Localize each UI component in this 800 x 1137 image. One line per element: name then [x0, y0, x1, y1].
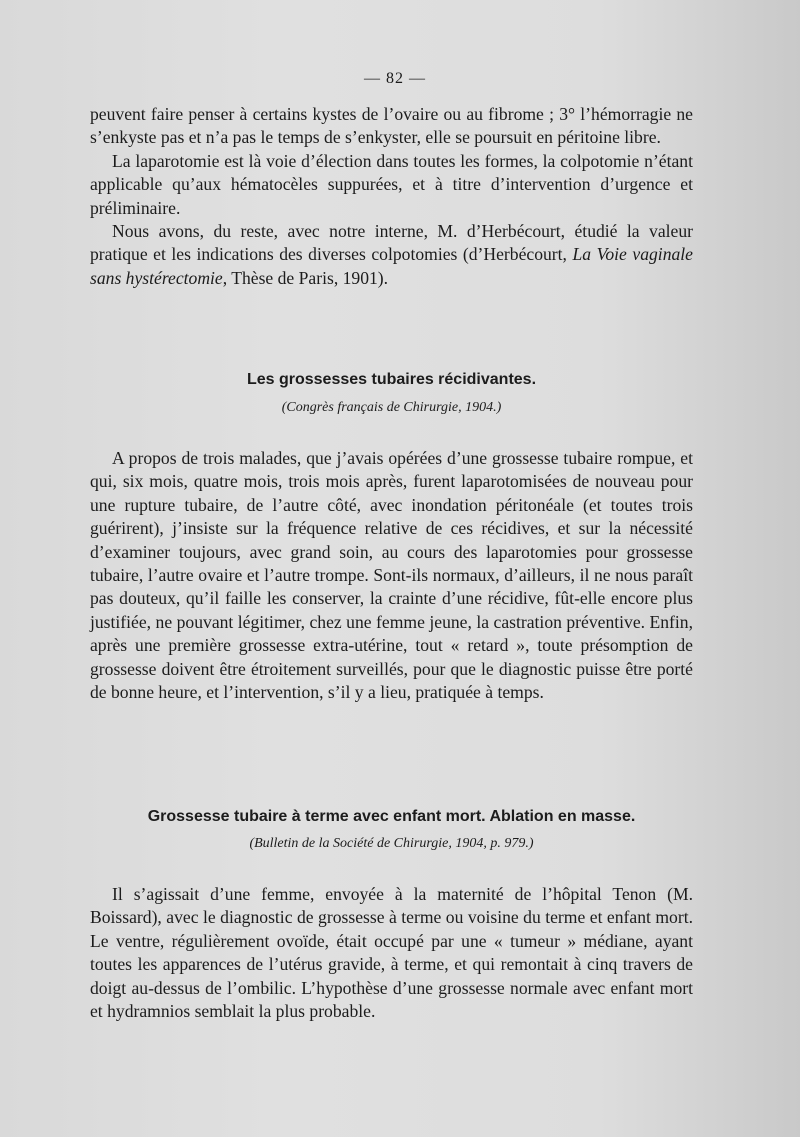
thesis-title: La Voie vaginale sans hystérectomie	[90, 244, 693, 288]
intro-paragraph-3	[90, 220, 693, 290]
section-1-body	[90, 447, 693, 704]
intro-paragraph-3-text: Nous avons, du reste, avec notre interne, M. d’Herbécourt, étudié la valeur pratique et les indications des diverses colpotomies (d’Herbécourt,	[90, 221, 693, 265]
intro-paragraph-3-end: , Thèse de Paris, 1901).	[222, 267, 389, 288]
section-1-paragraph: A propos de trois malades, que j’avais opérées d’une grossesse tubaire rompue, et qui, six mois, quatre mois, trois mois après, furent laparotomisées de nouveau pour une rupture tubaire, de l’autre côté, avec inondation péritonéale (et toutes trois guérirent), j’insiste sur la fréquence relative de ces récidives, et sur la nécessité d’examiner toujours, avec grand soin, au cours des laparotomies pour grossesse tubaire, l’autre ovaire et l’autre trompe. Sont-ils normaux, d’ailleurs, il ne nous paraît pas douteux, qu’il faille les conserver, la crainte d’une récidive, fût-elle encore plus justifiée, ne pouvant légitimer, chez une femme jeune, la castration préventive. Enfin, après une première grossesse extra-utérine, tout « retard », toute présomption de grossesse doivent être étroitement surveillés, pour que le diagnostic puisse être porté de bonne heure, et l’intervention, s’il y a lieu, pratiquée à temps.	[90, 448, 693, 703]
section-2-body	[90, 883, 693, 1023]
intro-paragraph-1: peuvent faire penser à certains kystes de l’ovaire ou au fibrome ; 3° l’hémorragie ne s’enkyste pas et n’a pas le temps de s’enkyster, elle se poursuit en péritoine libre.	[90, 104, 693, 148]
intro-paragraph-2: La laparotomie est là voie d’élection dans toutes les formes, la colpotomie n’étant applicable qu’aux hématocèles suppurées, et à titre d’intervention d’urgence et préliminaire.	[90, 150, 693, 218]
page-number: — 82 —	[364, 70, 426, 87]
intro-section	[90, 103, 693, 290]
section-2-citation: (Bulletin de la Société de Chirurgie, 1904, p. 979.)	[249, 836, 534, 851]
section-2-paragraph: Il s’agissait d’une femme, envoyée à la maternité de l’hôpital Tenon (M. Boissard), avec le diagnostic de grossesse à terme ou voisine du terme et enfant mort. Le ventre, régulièrement ovoïde, était occupé par une « tumeur » médiane, ayant toutes les apparences de l’utérus gravide, à terme, et qui remontait à cinq travers de doigt au-dessus de l’ombilic. L’hypothèse d’une grossesse normale avec enfant mort et hydramnios semblait la plus probable.	[90, 884, 693, 1022]
section-2-title: Grossesse tubaire à terme avec enfant mort. Ablation en masse.	[147, 808, 636, 825]
section-1-title: Les grossesses tubaires récidivantes.	[246, 371, 537, 388]
section-1-citation: (Congrès français de Chirurgie, 1904.)	[281, 400, 502, 415]
